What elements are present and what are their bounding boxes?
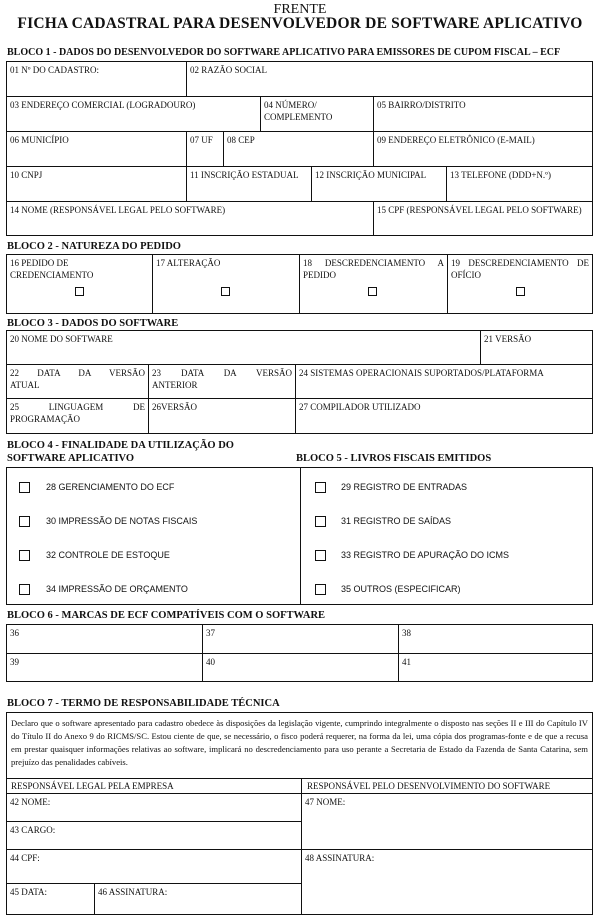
ecf-brand-39[interactable] xyxy=(7,654,203,681)
option-29-label: 29 REGISTRO DE ENTRADAS xyxy=(341,482,468,492)
field-10-label: 10 CNPJ xyxy=(10,170,43,180)
field-45-data[interactable] xyxy=(7,884,95,914)
field-02-label: 02 RAZÃO SOCIAL xyxy=(190,65,268,75)
checkbox-17[interactable] xyxy=(221,287,230,296)
option-34-label: 34 IMPRESSÃO DE ORÇAMENTO xyxy=(46,584,188,594)
field-14-label: 14 NOME (RESPONSÁVEL LEGAL PELO SOFTWARE) xyxy=(10,205,226,215)
form-title: FICHA CADASTRAL PARA DESENVOLVEDOR DE SOFTWARE APLICATIVO xyxy=(17,15,583,32)
bloco1-title: BLOCO 1 - DADOS DO DESENVOLVEDOR DO SOFTWARE APLICATIVO PARA EMISSORES DE CUPOM FISCAL – ECF xyxy=(7,47,561,58)
ecf-brand-38-label: 38 xyxy=(402,628,411,638)
field-08-label: 08 CEP xyxy=(227,135,255,145)
bloco2-box xyxy=(6,254,593,314)
option-16-label-line1: 16 PEDIDO DE xyxy=(10,258,69,268)
field-44-cpf[interactable] xyxy=(7,850,301,884)
declaration-divider xyxy=(7,778,592,779)
field-06-label: 06 MUNICÍPIO xyxy=(10,135,69,145)
field-20-label: 20 NOME DO SOFTWARE xyxy=(10,334,113,344)
field-26-versao-linguagem[interactable] xyxy=(149,399,296,433)
field-15-cpf-responsavel[interactable] xyxy=(374,202,592,235)
bloco4-title-line1: BLOCO 4 - FINALIDADE DA UTILIZAÇÃO DO xyxy=(7,440,234,451)
field-11-inscricao-estadual[interactable] xyxy=(187,167,312,202)
checkbox-19[interactable] xyxy=(516,287,525,296)
checkbox-32[interactable] xyxy=(19,550,30,561)
declaration-text: Declaro que o software apresentado para cadastro obedece às disposições da legislação vigente, cumprindo integralmente o disposto nas seções II e III do Capítulo IV do Título II do Anexo 9 do RICMS/SC. Estou ciente de que, se necessário, o fisco poderá requerer, na forma da lei, uma cópia dos programas-fonte e de que a recusa em prestar quaisquer informações relativas ao software, implicará no descredenciamento para uso perante a Secretaria de Estado da Fazenda de Santa Catarina, sem prejuízo das penalidades cabíveis. xyxy=(11,718,588,767)
field-42-nome[interactable] xyxy=(7,794,301,822)
field-22-label-line1: 22 DATA DA VERSÃO xyxy=(10,368,145,378)
option-30-label: 30 IMPRESSÃO DE NOTAS FISCAIS xyxy=(46,516,198,526)
bloco5-title: BLOCO 5 - LIVROS FISCAIS EMITIDOS xyxy=(296,453,492,464)
field-04-label-line2: COMPLEMENTO xyxy=(264,112,333,122)
field-25-label-line1: 25 LINGUAGEM DE xyxy=(10,402,145,412)
field-22-label-line2: ATUAL xyxy=(10,380,40,390)
field-24-sistemas-operacionais[interactable] xyxy=(296,365,592,399)
checkbox-34[interactable] xyxy=(19,584,30,595)
ecf-brand-39-label: 39 xyxy=(10,657,19,667)
ecf-brand-40[interactable] xyxy=(203,654,399,681)
checkbox-30[interactable] xyxy=(19,516,30,527)
field-01-label: 01 Nº DO CADASTRO: xyxy=(10,65,100,75)
checkbox-31[interactable] xyxy=(315,516,326,527)
bloco6-box xyxy=(6,624,593,682)
field-25-label-line2: PROGRAMAÇÃO xyxy=(10,414,81,424)
field-27-compilador[interactable] xyxy=(296,399,592,433)
checkbox-35[interactable] xyxy=(315,584,326,595)
bloco4-title-line2: SOFTWARE APLICATIVO xyxy=(7,453,135,464)
option-35-label: 35 OUTROS (ESPECIFICAR) xyxy=(341,584,461,594)
option-28-label: 28 GERENCIAMENTO DO ECF xyxy=(46,482,175,492)
field-23-label-line2: ANTERIOR xyxy=(152,380,198,390)
option-33-label: 33 REGISTRO DE APURAÇÃO DO ICMS xyxy=(341,550,510,560)
form-side-label: FRENTE xyxy=(273,2,327,17)
field-08-cep[interactable] xyxy=(224,132,374,167)
field-23-label-line1: 23 DATA DA VERSÃO xyxy=(152,368,292,378)
field-02-razao-social[interactable] xyxy=(187,62,592,97)
checkbox-18[interactable] xyxy=(368,287,377,296)
ecf-brand-37-label: 37 xyxy=(206,628,215,638)
field-07-uf[interactable] xyxy=(187,132,224,167)
bloco4-5-divider xyxy=(300,468,301,604)
field-26-label: 26VERSÃO xyxy=(152,402,198,412)
field-47-nome[interactable] xyxy=(302,794,592,850)
option-32-label: 32 CONTROLE DE ESTOQUE xyxy=(46,550,170,560)
field-11-label: 11 INSCRIÇÃO ESTADUAL xyxy=(190,170,299,180)
option-16-credenciamento[interactable] xyxy=(7,255,153,313)
field-42-label: 42 NOME: xyxy=(10,797,51,807)
option-19-descredenciamento-oficio[interactable] xyxy=(448,255,592,313)
bloco1-box xyxy=(6,61,593,236)
bloco3-box xyxy=(6,330,593,434)
field-22-data-versao-atual[interactable] xyxy=(7,365,149,399)
field-03-label: 03 ENDEREÇO COMERCIAL (LOGRADOURO) xyxy=(10,100,196,110)
field-15-label: 15 CPF (RESPONSÁVEL LEGAL PELO SOFTWARE) xyxy=(377,205,582,215)
option-18-label-line2: PEDIDO xyxy=(303,270,336,280)
field-45-label: 45 DATA: xyxy=(10,887,48,897)
field-04-label-line1: 04 NÚMERO/ xyxy=(264,100,317,110)
option-19-label-line1: 19 DESCREDENCIAMENTO DE xyxy=(451,258,589,268)
field-46-label: 46 ASSINATURA: xyxy=(98,887,168,897)
option-16-label-line2: CREDENCIAMENTO xyxy=(10,270,94,280)
field-09-email[interactable] xyxy=(374,132,592,167)
field-27-label: 27 COMPILADOR UTILIZADO xyxy=(299,402,421,412)
ecf-brand-36-label: 36 xyxy=(10,628,19,638)
ecf-brand-41[interactable] xyxy=(399,654,592,681)
bloco2-title: BLOCO 2 - NATUREZA DO PEDIDO xyxy=(7,241,181,252)
field-13-telefone[interactable] xyxy=(447,167,592,202)
ecf-brand-41-label: 41 xyxy=(402,657,411,667)
field-10-cnpj[interactable] xyxy=(7,167,187,202)
option-17-alteracao[interactable] xyxy=(153,255,300,313)
field-43-label: 43 CARGO: xyxy=(10,825,56,835)
ecf-brand-37[interactable] xyxy=(203,625,399,654)
checkbox-16[interactable] xyxy=(75,287,84,296)
field-20-nome-software[interactable] xyxy=(7,331,481,365)
field-04-numero[interactable] xyxy=(261,97,374,132)
field-44-label: 44 CPF: xyxy=(10,853,40,863)
resp-empresa-heading: RESPONSÁVEL LEGAL PELA EMPRESA xyxy=(11,781,174,791)
field-24-label: 24 SISTEMAS OPERACIONAIS SUPORTADOS/PLATAFORMA xyxy=(299,368,544,378)
checkbox-33[interactable] xyxy=(315,550,326,561)
bloco6-title: BLOCO 6 - MARCAS DE ECF COMPATÍVEIS COM O SOFTWARE xyxy=(7,610,326,621)
ecf-brand-38[interactable] xyxy=(399,625,592,654)
field-07-label: 07 UF xyxy=(190,135,213,145)
option-17-label: 17 ALTERAÇÃO xyxy=(156,258,221,268)
field-21-versao[interactable] xyxy=(481,331,592,365)
checkbox-28[interactable] xyxy=(19,482,30,493)
field-09-label: 09 ENDEREÇO ELETRÔNICO (E-MAIL) xyxy=(377,135,535,145)
option-31-label: 31 REGISTRO DE SAÍDAS xyxy=(341,516,452,526)
field-03-endereco[interactable] xyxy=(7,97,261,132)
field-25-linguagem[interactable] xyxy=(7,399,149,433)
field-43-cargo[interactable] xyxy=(7,822,301,850)
field-13-label: 13 TELEFONE (DDD+N.º) xyxy=(450,170,551,180)
field-48-label: 48 ASSINATURA: xyxy=(305,853,375,863)
field-21-label: 21 VERSÃO xyxy=(484,334,532,344)
ecf-brand-40-label: 40 xyxy=(206,657,215,667)
field-14-nome-responsavel[interactable] xyxy=(7,202,374,235)
option-18-label-line1: 18 DESCREDENCIAMENTO A xyxy=(303,258,444,268)
ecf-brand-36[interactable] xyxy=(7,625,203,654)
field-47-label: 47 NOME: xyxy=(305,797,346,807)
field-48-assinatura[interactable] xyxy=(302,850,592,914)
field-46-assinatura[interactable] xyxy=(95,884,301,914)
field-12-inscricao-municipal[interactable] xyxy=(312,167,447,202)
checkbox-29[interactable] xyxy=(315,482,326,493)
resp-dev-heading: RESPONSÁVEL PELO DESENVOLVIMENTO DO SOFTWARE xyxy=(307,781,551,791)
field-12-label: 12 INSCRIÇÃO MUNICIPAL xyxy=(315,170,427,180)
bloco7-title: BLOCO 7 - TERMO DE RESPONSABILIDADE TÉCNICA xyxy=(7,698,280,709)
field-06-municipio[interactable] xyxy=(7,132,187,167)
field-05-label: 05 BAIRRO/DISTRITO xyxy=(377,100,466,110)
option-19-label-line2: OFÍCIO xyxy=(451,270,482,280)
bloco3-title: BLOCO 3 - DADOS DO SOFTWARE xyxy=(7,318,179,329)
field-23-data-versao-anterior[interactable] xyxy=(149,365,296,399)
bloco7-box xyxy=(6,712,593,915)
field-01-cadastro[interactable] xyxy=(7,62,187,97)
option-18-descredenciamento-pedido[interactable] xyxy=(300,255,448,313)
bloco4-5-box xyxy=(6,467,593,605)
field-05-bairro[interactable] xyxy=(374,97,592,132)
